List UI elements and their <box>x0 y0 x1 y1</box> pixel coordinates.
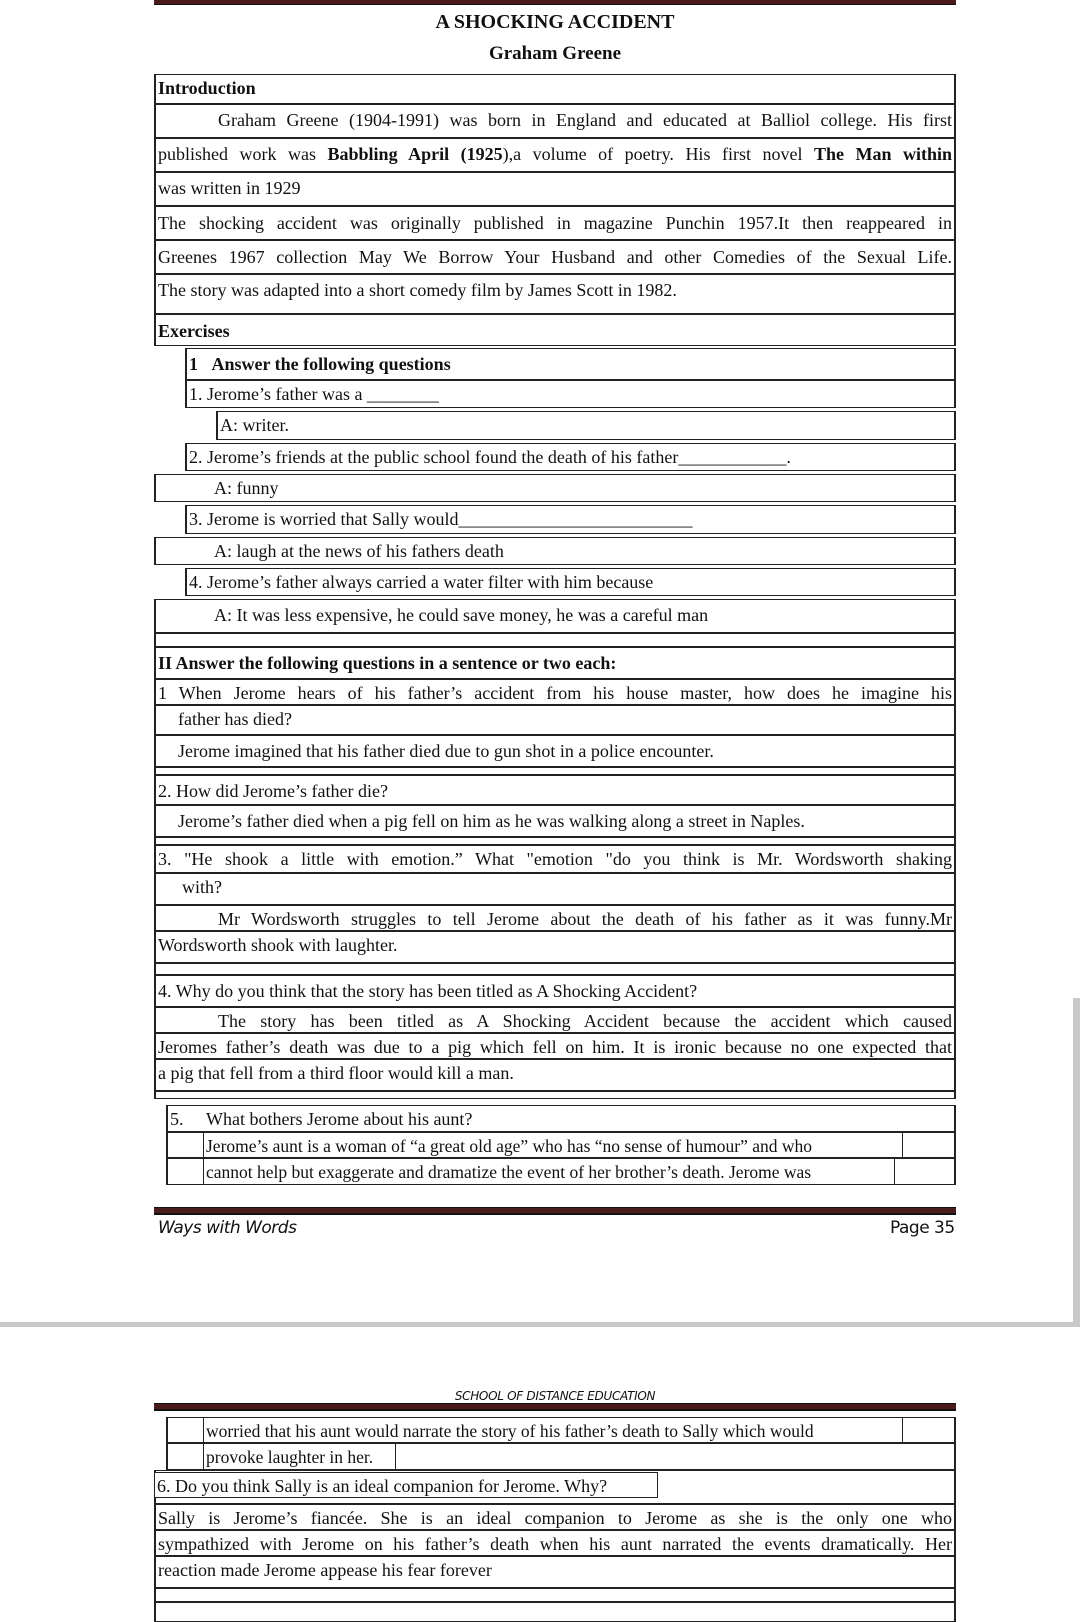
document-title: A SHOCKING ACCIDENT <box>435 11 675 33</box>
question-2: 2. Jerome’s friends at the public school found the death of his father____________. <box>185 443 956 471</box>
spacer-row <box>154 1602 956 1622</box>
q2-answer: Jerome’s father died when a pig fell on him as he was walking along a street in Naples. <box>154 805 956 837</box>
page-footer-rule <box>154 1207 956 1215</box>
intro-line-2 <box>154 138 956 172</box>
q1-answer: Jerome imagined that his father died due to gun shot in a police encounter. <box>154 735 956 767</box>
q5-question: What bothers Jerome about his aunt? <box>206 1109 473 1129</box>
section-number: 1 <box>189 354 198 374</box>
q5-number: 5. <box>170 1109 184 1129</box>
intro-text: ),a volume of poetry. His first novel <box>502 144 814 164</box>
intro-line-3: was written in 1929 <box>154 172 956 206</box>
section-title: Answer the following questions <box>211 354 451 374</box>
answer-2: A: funny <box>154 474 956 502</box>
question-4: 4. Jerome’s father always carried a water filter with him because <box>185 568 956 596</box>
q5-answer-line-2: cannot help but exaggerate and dramatize the event of her brother’s death. Jerome was <box>203 1158 895 1185</box>
q3-answer-line-2: Wordsworth shook with laughter. <box>154 931 956 963</box>
q6-answer-line-3: reaction made Jerome appease his fear forever <box>154 1556 956 1588</box>
page-separator <box>0 1322 1080 1327</box>
q3-line-1: 3. "He shook a little with emotion.” What "emotion "do you think is Mr. Wordsworth shaking <box>154 845 956 873</box>
spacer-row <box>154 837 956 845</box>
intro-bold-novel: The Man within <box>813 144 953 164</box>
q5-answer-line-1: Jerome’s aunt is a woman of “a great old age” who has “no sense of humour” and who <box>203 1132 903 1158</box>
intro-bold-title: Babbling April (1925 <box>327 144 503 164</box>
footer-page-number: Page 35 <box>890 1218 955 1238</box>
intro-line-5: Greenes 1967 collection May We Borrow Your Husband and other Comedies of the Sexual Life. <box>154 240 956 274</box>
introduction-heading: Introduction <box>154 74 956 104</box>
intro-line-1: Graham Greene (1904-1991) was born in England and educated at Balliol college. His first <box>154 104 956 138</box>
footer-book-title: Ways with Words <box>158 1218 297 1238</box>
page-header-rule <box>154 1403 956 1411</box>
q5-answer-line-4: provoke laughter in her. <box>203 1443 396 1470</box>
q6-question: 6. Do you think Sally is an ideal companion for Jerome. Why? <box>154 1472 658 1498</box>
question-1: 1. Jerome’s father was a ________ <box>185 380 956 408</box>
intro-text: published work was <box>158 144 328 164</box>
page-header-school: SCHOOL OF DISTANCE EDUCATION <box>454 1389 656 1403</box>
q5-answer-line-3: worried that his aunt would narrate the story of his father’s death to Sally which would <box>203 1417 903 1443</box>
q3-answer-line-1: Mr Wordsworth struggles to tell Jerome about the death of his father as it was funny.Mr <box>154 905 956 931</box>
answer-4: A: It was less expensive, he could save money, he was a careful man <box>154 599 956 633</box>
q1-line-1: 1 When Jerome hears of his father’s accident from his house master, how does he imagine his <box>154 679 956 705</box>
spacer-row <box>154 963 956 975</box>
spacer-row <box>154 1588 956 1602</box>
spacer-row <box>154 1091 956 1099</box>
q5-question-row <box>166 1105 956 1132</box>
q3-line-2: with? <box>154 873 956 905</box>
section2-heading: II Answer the following questions in a sentence or two each: <box>154 647 956 679</box>
exercises-heading: Exercises <box>154 314 956 346</box>
spacer-row <box>154 767 956 775</box>
page-shadow-right <box>1073 998 1080 1327</box>
answer-3: A: laugh at the news of his fathers death <box>154 537 956 565</box>
spacer-row <box>154 633 956 647</box>
q6-answer-line-2: sympathized with Jerome on his father’s death when his aunt narrated the events dramatically. Her <box>154 1530 956 1556</box>
q1-line-2: father has died? <box>154 705 956 735</box>
q4-question: 4. Why do you think that the story has been titled as A Shocking Accident? <box>154 975 956 1007</box>
document-author: Graham Greene <box>488 43 622 64</box>
section1-heading <box>185 348 956 380</box>
answer-1: A: writer. <box>216 411 956 440</box>
intro-line-4: The shocking accident was originally published in magazine Punchin 1957.It then reappeared in <box>154 206 956 240</box>
question-3: 3. Jerome is worried that Sally would__________________________ <box>185 505 956 534</box>
q4-answer-line-1: The story has been titled as A Shocking Accident because the accident which caused <box>154 1007 956 1033</box>
q4-answer-line-3: a pig that fell from a third floor would kill a man. <box>154 1059 956 1091</box>
q4-answer-line-2: Jeromes father’s death was due to a pig which fell on him. It is ironic because no one expected that <box>154 1033 956 1059</box>
intro-line-6: The story was adapted into a short comedy film by James Scott in 1982. <box>154 274 956 314</box>
q2-question: 2. How did Jerome’s father die? <box>154 775 956 805</box>
q6-answer-line-1: Sally is Jerome’s fiancée. She is an ideal companion to Jerome as she is the only one who <box>154 1504 956 1530</box>
page-top-rule <box>154 0 956 5</box>
